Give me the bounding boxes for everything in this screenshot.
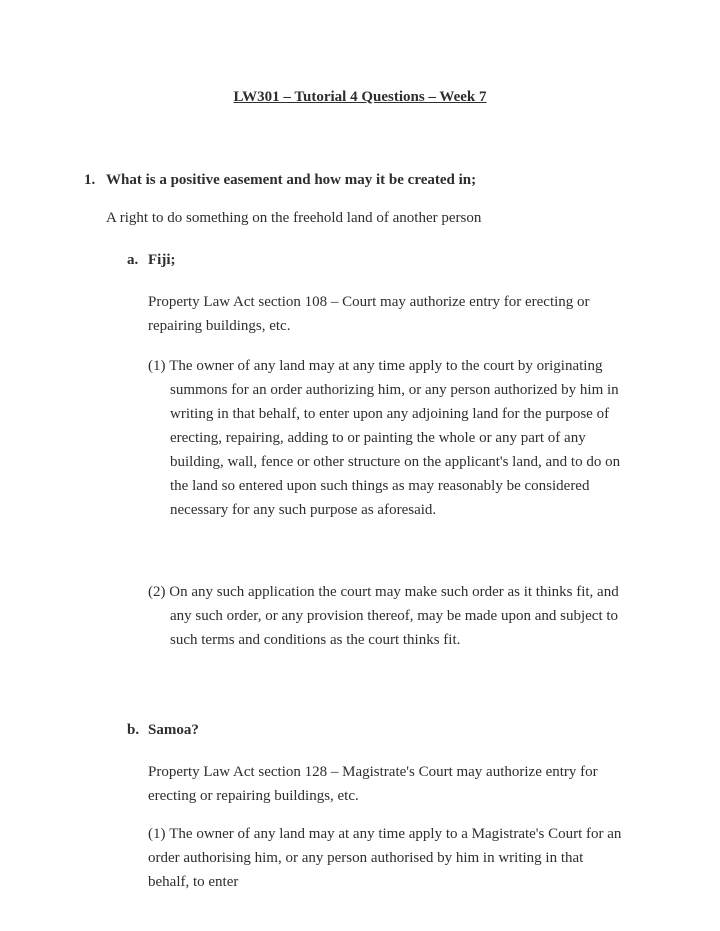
fiji-statute-heading: Property Law Act section 108 – Court may authorize entry for erecting or repairing buildings, etc. <box>148 294 590 334</box>
fiji-clause-1-text: The owner of any land may at any time apply to the court by originating summons for an order authorizing him, or any person authorized by him in writing in that behalf, to enter upon any adjoining land for the purpose of erecting, repairing, adding to or painting the whole or any part of any building, wall, fence or other structure on the applicant's land, and to do on the land so entered upon such things as may reasonably be considered necessary for any such purpose as aforesaid. <box>169 358 621 518</box>
fiji-clause-1-marker: (1) <box>148 358 166 374</box>
fiji-clause-1 <box>148 354 626 522</box>
easement-definition: A right to do something on the freehold land of another person <box>106 210 482 226</box>
samoa-clause-1-marker: (1) <box>148 826 166 842</box>
question-1-text: What is a positive easement and how may it be created in; <box>106 172 477 188</box>
samoa-statute-heading: Property Law Act section 128 – Magistrate's Court may authorize entry for erecting or repairing buildings, etc. <box>148 764 598 804</box>
part-b-label: Samoa? <box>148 722 199 738</box>
fiji-clause-2-marker: (2) <box>148 584 166 600</box>
part-b-marker: b. <box>127 722 140 738</box>
part-a-marker: a. <box>127 252 139 268</box>
samoa-clause-1 <box>148 822 626 894</box>
fiji-clause-2 <box>148 580 626 652</box>
part-a-label: Fiji; <box>148 252 176 268</box>
part-a-heading <box>127 248 648 272</box>
document-title: LW301 – Tutorial 4 Questions – Week 7 <box>233 89 487 105</box>
question-1-number: 1. <box>84 172 96 188</box>
question-1 <box>84 168 646 192</box>
samoa-clause-1-text: The owner of any land may at any time apply to a Magistrate's Court for an order authorising him, or any person authorised by him in writing in that behalf, to enter <box>148 826 622 890</box>
fiji-clause-2-text: On any such application the court may make such order as it thinks fit, and any such order, or any provision thereof, may be made upon and subject to such terms and conditions as the court thinks fit. <box>169 584 619 648</box>
part-b-heading <box>127 718 648 742</box>
